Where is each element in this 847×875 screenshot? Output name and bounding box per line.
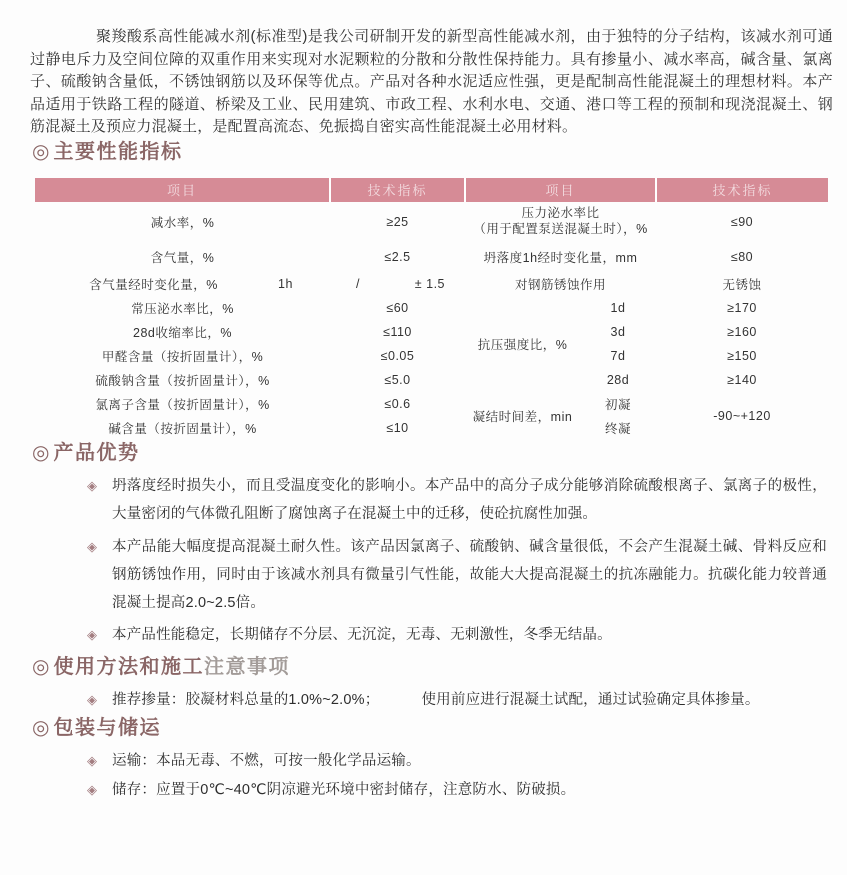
column-header-spec-right: 技术指标	[656, 178, 828, 202]
diamond-bullet-icon: ◈	[87, 782, 97, 798]
table-cell-value: ≤110	[383, 324, 412, 339]
list-item-text: 运输：本品无毒、不燃，可按一般化学品运输。	[112, 753, 421, 770]
table-cell-label: 减水率，%	[150, 215, 215, 230]
table-cell-value: ≤90	[730, 214, 754, 229]
diamond-bullet-icon: ◈	[87, 538, 97, 554]
column-header-item-right: 项目	[465, 178, 656, 202]
table-cell-value	[330, 272, 465, 296]
list-item	[82, 776, 833, 804]
table-row	[35, 296, 828, 320]
table-cell-label	[465, 202, 656, 242]
cell-value-text: ± 1.5	[414, 276, 445, 291]
table-cell-group-label: 抗压强度比，%	[477, 337, 568, 352]
table-row	[35, 368, 828, 392]
section-heading-advantages	[32, 440, 833, 466]
column-header-spec-left: 技术指标	[330, 178, 465, 202]
section-title-packaging: 包装与储运	[53, 717, 161, 740]
table-cell-value: ≥160	[727, 324, 757, 339]
list-item	[82, 621, 833, 649]
table-row	[35, 320, 828, 344]
diamond-bullet-icon: ◈	[87, 691, 97, 707]
table-cell-label: 对钢筋锈蚀作用	[515, 277, 607, 292]
usage-dosage-text: 推荐掺量：胶凝材料总量的1.0%~2.0%；	[112, 691, 380, 708]
table-cell-label: 甲醛含量（按折固量计），%	[101, 349, 264, 364]
performance-table	[35, 178, 828, 440]
table-cell-label: 坍落度1h经时变化量，mm	[483, 250, 638, 265]
list-item-text: 本产品性能稳定，长期储存不分层、无沉淀，无毒、无刺激性，冬季无结晶。	[112, 627, 612, 644]
table-cell-label: 碱含量（按折固量计），%	[108, 421, 257, 436]
table-row	[35, 202, 828, 242]
label-line-2: （用于配置泵送混凝土时），%	[473, 221, 648, 236]
table-cell-sub: 终凝	[605, 421, 632, 436]
diamond-bullet-icon: ◈	[87, 753, 97, 769]
section-marker-icon: ◎	[32, 717, 50, 740]
table-cell-label: 28d收缩率比，%	[133, 325, 232, 340]
table-cell-value: ≥170	[727, 300, 757, 315]
cell-label-text: 含气量经时变化量，%	[89, 277, 218, 292]
packaging-list	[30, 747, 833, 805]
table-row	[35, 272, 828, 296]
section-marker-icon: ◎	[32, 140, 50, 163]
label-line-1: 压力泌水率比	[521, 206, 600, 221]
table-cell-value: ≥140	[727, 372, 757, 387]
table-cell-value: ≤0.05	[380, 348, 415, 363]
table-cell-value: ≤80	[730, 249, 754, 264]
section-marker-icon: ◎	[32, 655, 50, 678]
usage-list	[30, 686, 833, 714]
table-cell-group-label: 凝结时间差，min	[472, 409, 573, 424]
table-row	[35, 344, 828, 368]
table-cell-value: ≥25	[386, 214, 409, 229]
list-item-text: 储存：应置于0℃~40℃阴凉避光环境中密封储存，注意防水、防破损。	[112, 782, 576, 799]
table-cell-value: ≤5.0	[384, 372, 411, 387]
list-item-text: 坍落度经时损失小，而且受温度变化的影响小。本产品中的高分子成分能够消除硫酸根离子、氯离子的极性，大量密闭的气体微孔阻断了腐蚀离子在混凝土中的迁移，使砼抗腐性加强。	[112, 477, 827, 523]
diamond-bullet-icon: ◈	[87, 627, 97, 643]
intro-paragraph: 聚羧酸系高性能减水剂(标准型)是我公司研制开发的新型高性能减水剂，由于独特的分子结构，该减水剂可通过静电斥力及空间位障的双重作用来实现对水泥颗粒的分散和分散性保持能力。具有掺量小、减水率高，碱含量、氯离子、硫酸钠含量低，不锈蚀钢筋以及环保等优点。产品对各种水泥适应性强，更是配制高性能混凝土的理想材料。本产品适用于铁路工程的隧道、桥梁及工业、民用建筑、市政工程、水利水电、交通、港口等工程的预制和现浇混凝土、钢筋混凝土及预应力混凝土，是配置高流态、免振捣自密实高性能混凝土必用材料。	[30, 28, 833, 136]
section-title-advantages: 产品优势	[53, 441, 140, 464]
table-cell-value: -90~+120	[713, 408, 771, 423]
cell-slash-text: /	[356, 276, 360, 291]
list-item-text: 本产品能大幅度提高混凝土耐久性。该产品因氯离子、硫酸钠、碱含量很低，不会产生混凝土碱、骨料反应和钢筋锈蚀作用，同时由于该减水剂具有微量引气性能，故能大大提高混凝土的抗冻融能力。抗碳化能力较普通混凝土提高2.0~2.5倍。	[112, 538, 827, 612]
table-cell-label: 硫酸钠含量（按折固量计），%	[95, 373, 270, 388]
list-item	[82, 747, 833, 775]
table-cell-value: ≤10	[386, 420, 409, 435]
table-cell-age: 1d	[610, 300, 626, 315]
section-title-usage-faded: 注意事项	[203, 655, 290, 678]
table-cell-value: ≤60	[386, 300, 409, 315]
usage-note-text: 使用前应进行混凝土试配，通过试验确定具体掺量。	[421, 691, 760, 708]
list-item	[82, 686, 833, 714]
section-heading-usage	[32, 654, 833, 680]
table-cell-age: 3d	[610, 324, 626, 339]
table-cell-value: ≤0.6	[384, 396, 411, 411]
section-heading-packaging	[32, 715, 833, 741]
section-marker-icon: ◎	[32, 441, 50, 464]
list-item-text	[112, 686, 833, 714]
table-cell-label: 常压泌水率比，%	[131, 301, 234, 316]
table-cell-label: 含气量，%	[150, 250, 215, 265]
section-title-performance: 主要性能指标	[53, 140, 183, 163]
table-cell-age: 7d	[610, 348, 626, 363]
list-item	[82, 533, 833, 618]
advantages-list	[30, 472, 833, 650]
table-cell-sub: 初凝	[605, 397, 632, 412]
table-row	[35, 392, 828, 416]
section-title-usage: 使用方法和施工	[53, 655, 204, 678]
table-cell-value: ≤2.5	[384, 249, 411, 264]
cell-time-text: 1h	[278, 276, 293, 291]
section-heading-performance	[32, 139, 833, 165]
table-cell-value: 无锈蚀	[722, 277, 762, 292]
table-row	[35, 242, 828, 272]
column-header-item-left: 项目	[35, 178, 330, 202]
table-cell-label	[35, 272, 330, 296]
list-item	[82, 472, 833, 529]
table-cell-label: 氯离子含量（按折固量计），%	[95, 397, 270, 412]
table-cell-age: 28d	[606, 372, 630, 387]
diamond-bullet-icon: ◈	[87, 477, 97, 493]
table-cell-value: ≥150	[727, 348, 757, 363]
table-header-row	[35, 178, 828, 202]
